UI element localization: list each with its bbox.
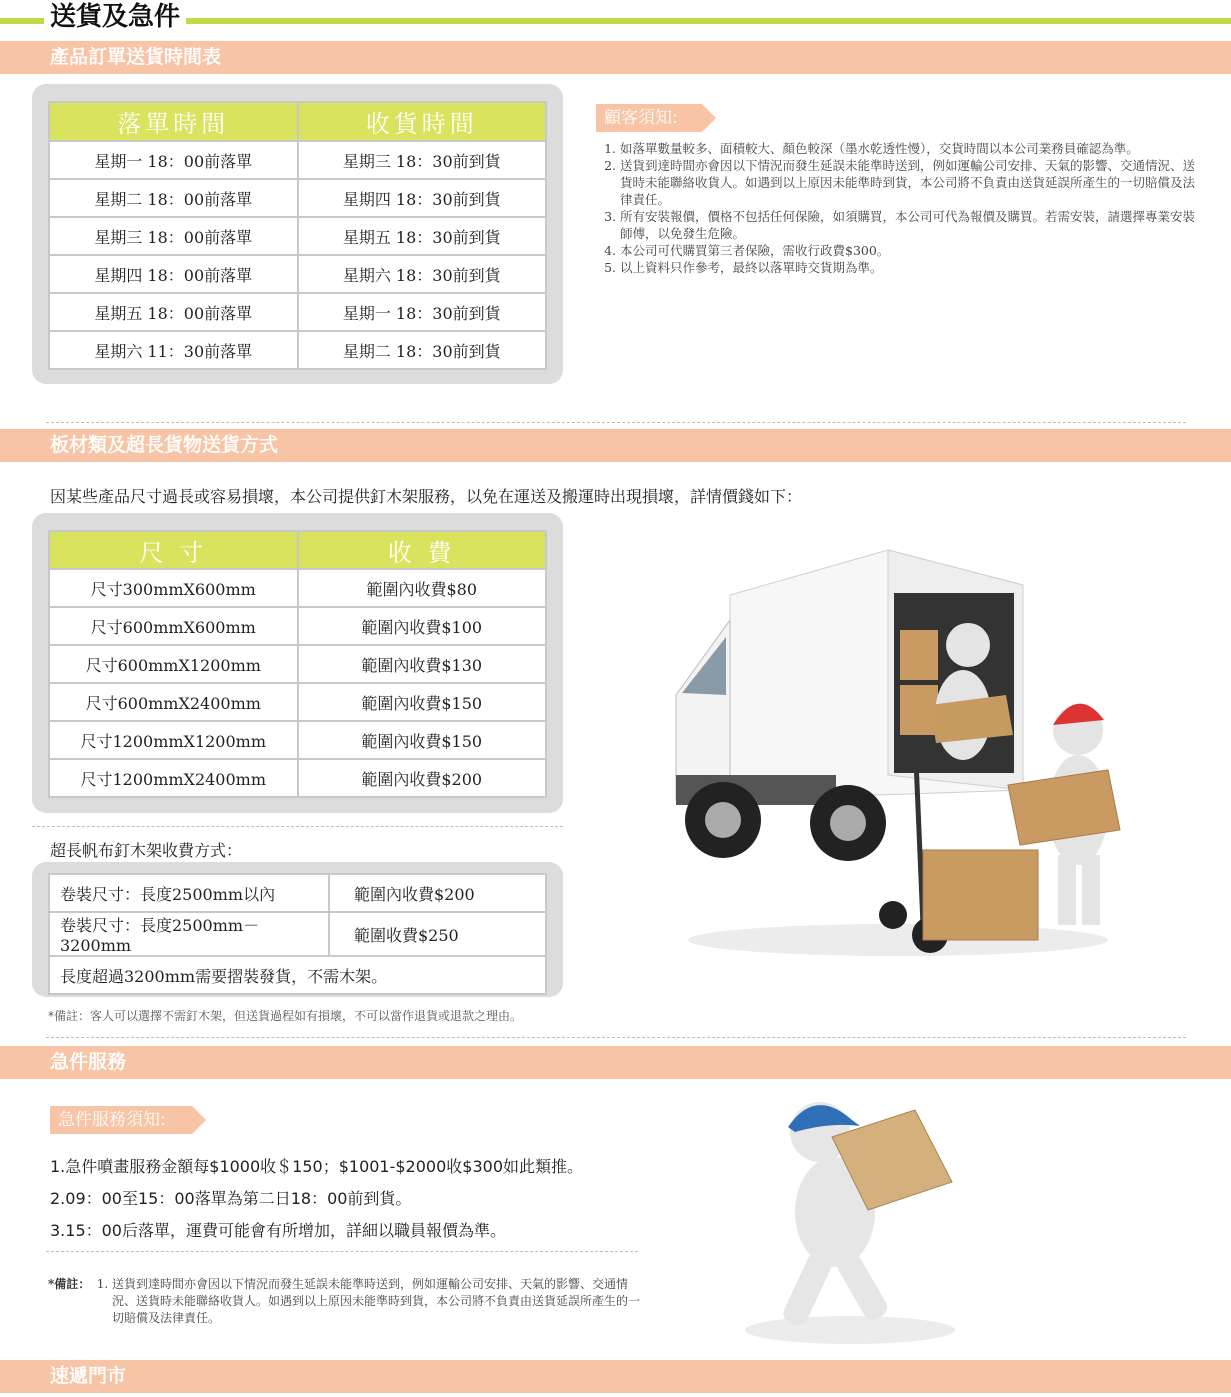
table-cell: 尺寸1200mmX2400mm [49, 759, 298, 797]
list-item: 1.急件噴畫服務金額每$1000收＄150；$1001-$2000收$300如此類推。 [50, 1157, 583, 1176]
divider [46, 1251, 638, 1252]
table-cell: 卷裝尺寸：長度2500mm以內 [49, 874, 329, 912]
list-item: 2. 送貨到達時間亦會因以下情況而發生延誤未能準時送到，例如運輸公司安排、天氣的影響、交通情況、送貨時未能聯絡收貨人。如遇到以上原因未能準時到貨，本公司將不負責由送貨延誤所產生的一切賠償及法律責任。 [620, 157, 1198, 208]
table-cell: 星期三 18：00前落單 [49, 217, 298, 255]
table-cell: 範圍內收費$150 [298, 683, 547, 721]
table-cell: 星期一 18：30前到貨 [298, 293, 547, 331]
table-cell: 星期五 18：30前到貨 [298, 217, 547, 255]
table-cell: 尺寸1200mmX1200mm [49, 721, 298, 759]
table-cell: 星期一 18：00前落單 [49, 141, 298, 179]
table-row [49, 331, 546, 369]
divider [46, 422, 1186, 423]
urgent-remark [48, 1276, 648, 1327]
canvas-label: 超長帆布釘木架收費方式： [50, 841, 243, 860]
section-bar-store [0, 1360, 1231, 1393]
table-cell: 範圍內收費$200 [329, 874, 546, 912]
table-cell: 星期四 18：00前落單 [49, 255, 298, 293]
running-courier-illustration [740, 1092, 960, 1347]
table-cell: 星期二 18：30前到貨 [298, 331, 547, 369]
list-item: 5. 以上資料只作參考，最終以落單時交貨期為準。 [620, 259, 1198, 276]
remark-prefix: *備註： [48, 1277, 91, 1291]
table-cell: 星期六 11：30前落單 [49, 331, 298, 369]
table-cell: 星期二 18：00前落單 [49, 179, 298, 217]
section-bar-urgent [0, 1046, 1231, 1079]
table-cell: 卷裝尺寸：長度2500mm－3200mm [49, 912, 329, 956]
board-intro: 因某些產品尺寸過長或容易損壞，本公司提供釘木架服務，以免在運送及搬運時出現損壞，詳情價錢如下： [50, 487, 803, 506]
table-row [49, 721, 546, 759]
table-cell: 尺寸600mmX2400mm [49, 683, 298, 721]
table-row [49, 683, 546, 721]
table-cell: 範圍內收費$130 [298, 645, 547, 683]
list-item: 3.15：00后落單，運費可能會有所增加，詳細以職員報價為準。 [50, 1221, 506, 1240]
table-row [49, 645, 546, 683]
table-row [49, 293, 546, 331]
table-row [49, 607, 546, 645]
list-item: 1. 如落單數量較多、面積較大、顏色較深（墨水乾透性慢），交貨時間以本公司業務員確認為準。 [620, 140, 1198, 157]
urgent-notice-list [50, 1151, 583, 1247]
list-item: 1. 送貨到達時間亦會因以下情況而發生延誤未能準時送到，例如運輸公司安排、天氣的影響、交通情況、送貨時未能聯絡收貨人。如遇到以上原因未能準時到貨，本公司將不負責由送貨延誤所產生的一切賠償及法律責任。 [112, 1276, 648, 1327]
section-title: 速遞門市 [50, 1365, 127, 1387]
table-header: 收貨時間 [298, 102, 547, 141]
section-title: 產品訂單送貨時間表 [50, 46, 222, 68]
urgent-notice-tag: 急件服務須知: [50, 1106, 192, 1134]
table-row [49, 141, 546, 179]
table-cell: 尺寸600mmX600mm [49, 607, 298, 645]
section-bar-schedule [0, 41, 1231, 74]
table-cell: 範圍內收費$80 [298, 569, 547, 607]
divider [46, 1037, 1186, 1038]
size-table [48, 530, 547, 798]
table-cell: 範圍內收費$100 [298, 607, 547, 645]
table-header: 收 費 [298, 531, 547, 569]
customer-notice-list [598, 140, 1198, 276]
table-cell: 範圍內收費$200 [298, 759, 547, 797]
table-cell: 範圍內收費$150 [298, 721, 547, 759]
board-remark: *備註：客人可以選擇不需釘木架，但送貨過程如有損壞，不可以當作退貨或退款之理由。 [48, 1009, 523, 1023]
list-item: 3. 所有安裝報價，價格不包括任何保險，如須購買，本公司可代為報價及購買。若需安裝，請選擇專業安裝師傅，以免發生危險。 [620, 208, 1198, 242]
table-cell: 尺寸600mmX1200mm [49, 645, 298, 683]
page-title: 送貨及急件 [44, 0, 186, 34]
table-cell: 範圍收費$250 [329, 912, 546, 956]
table-row [49, 759, 546, 797]
table-cell: 星期四 18：30前到貨 [298, 179, 547, 217]
section-title: 急件服務 [50, 1051, 127, 1073]
section-bar-board [0, 429, 1231, 462]
section-title: 板材類及超長貨物送貨方式 [50, 434, 279, 456]
table-cell: 星期五 18：00前落單 [49, 293, 298, 331]
table-cell: 長度超過3200mm需要摺裝發貨，不需木架。 [49, 956, 546, 994]
customer-notice-tag: 顧客須知: [596, 104, 702, 132]
table-header: 落單時間 [49, 102, 298, 141]
delivery-truck-illustration [668, 545, 1138, 965]
canvas-table [48, 873, 547, 995]
table-row [49, 255, 546, 293]
list-item: 4. 本公司可代購買第三者保險，需收行政費$300。 [620, 242, 1198, 259]
table-cell: 尺寸300mmX600mm [49, 569, 298, 607]
table-cell: 星期六 18：30前到貨 [298, 255, 547, 293]
schedule-table [48, 101, 547, 370]
table-row [49, 179, 546, 217]
table-cell: 星期三 18：30前到貨 [298, 141, 547, 179]
table-header: 尺 寸 [49, 531, 298, 569]
table-row [49, 569, 546, 607]
divider [32, 826, 563, 827]
table-row [49, 217, 546, 255]
list-item: 2.09：00至15：00落單為第二日18：00前到貨。 [50, 1189, 412, 1208]
